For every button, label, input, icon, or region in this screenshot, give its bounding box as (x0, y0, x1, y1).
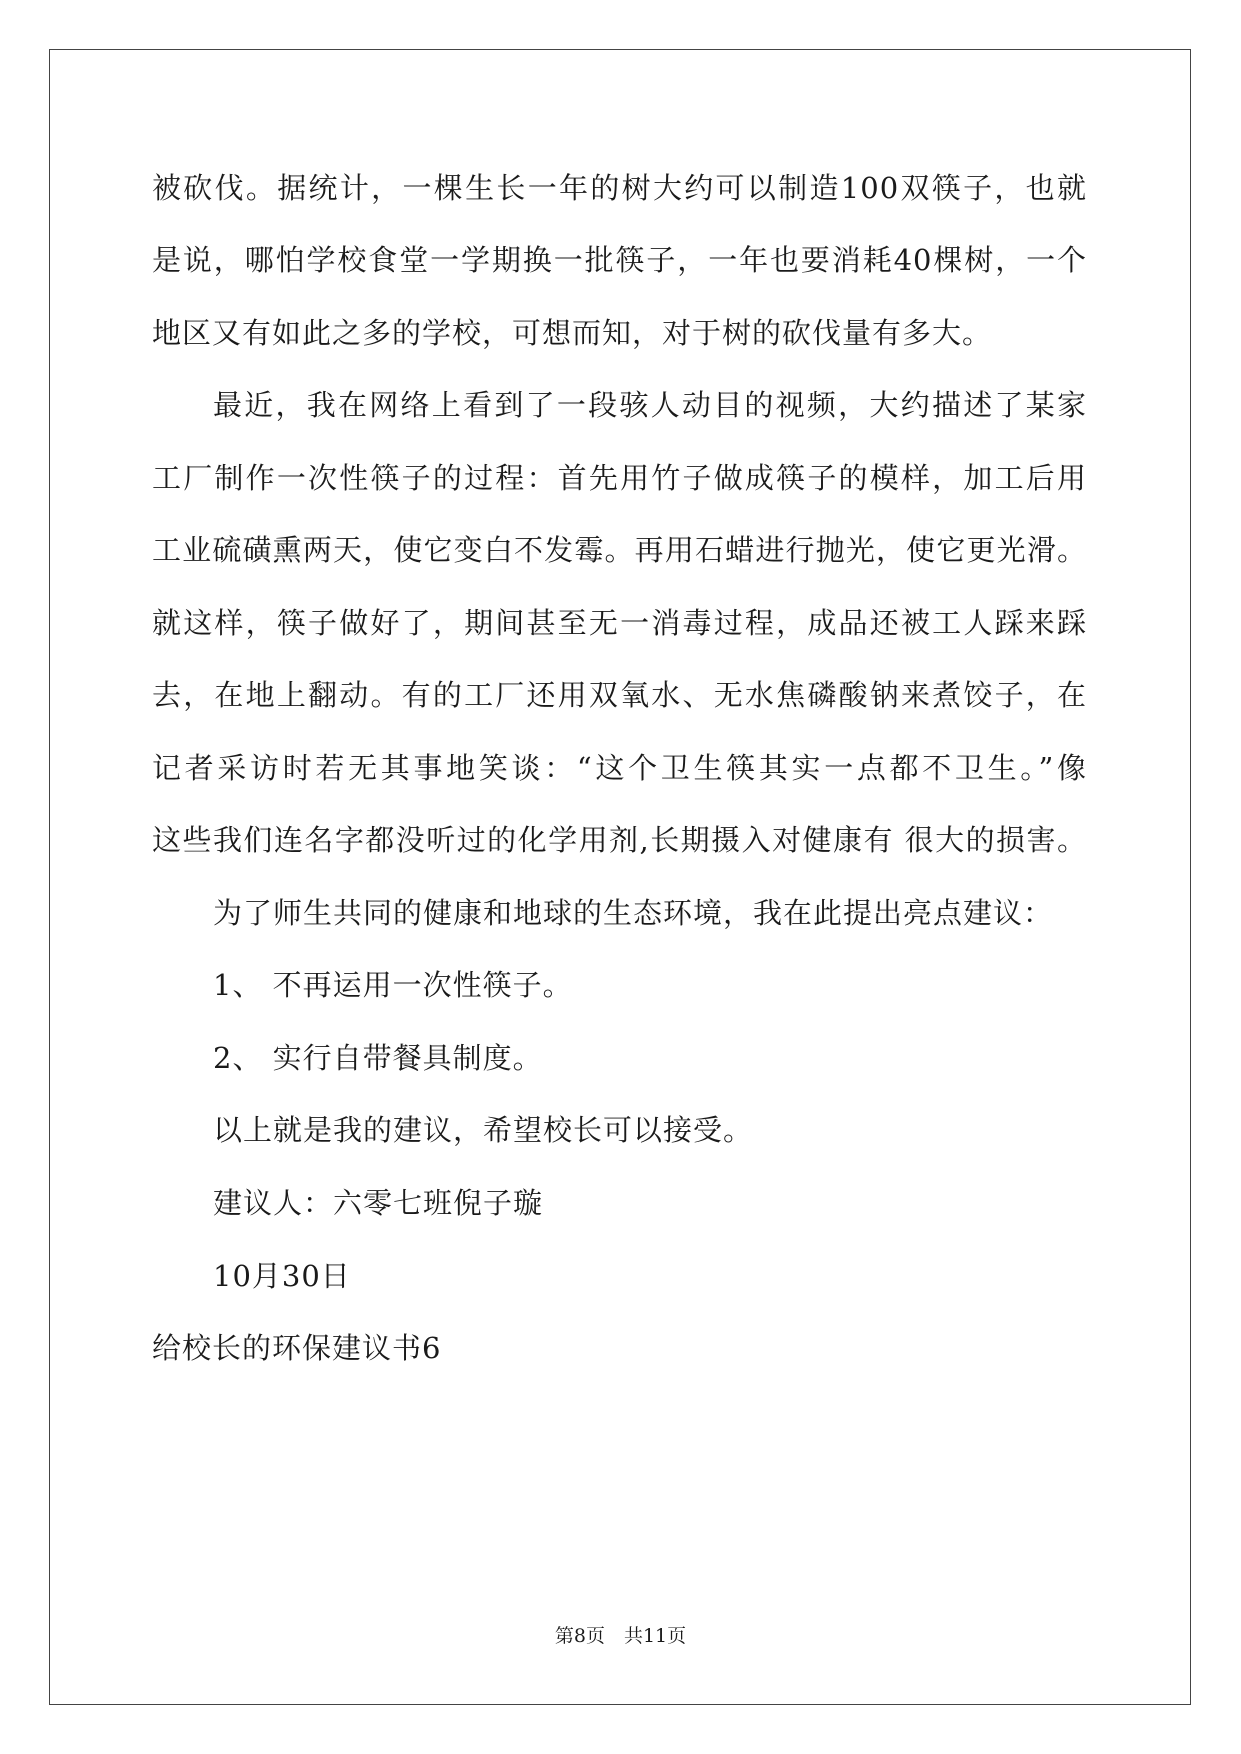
body-line: 工厂制作一次性筷子的过程：首先用竹子做成筷子的模样，加工后用 (152, 461, 1087, 495)
body-line: 地区又有如此之多的学校，可想而知，对于树的砍伐量有多大。 (152, 316, 993, 350)
list-item: 2、 实行自带餐具制度。 (213, 1041, 543, 1075)
body-line: 为了师生共同的健康和地球的生态环境，我在此提出亮点建议： (213, 896, 1054, 930)
body-line: 被砍伐。据统计，一棵生长一年的树大约可以制造100双筷子，也就 (152, 171, 1087, 205)
body-line: 工业硫磺熏两天，使它变白不发霉。再用石蜡进行抛光，使它更光滑。 (152, 533, 1087, 567)
page-number: 第8页 共11页 (554, 1625, 687, 1647)
list-item: 1、 不再运用一次性筷子。 (213, 968, 573, 1002)
page-border (49, 49, 1191, 1705)
body-line: 去，在地上翻动。有的工厂还用双氧水、无水焦磷酸钠来煮饺子，在 (152, 678, 1087, 712)
body-line: 以上就是我的建议，希望校长可以接受。 (213, 1113, 754, 1147)
body-line: 最近，我在网络上看到了一段骇人动目的视频，大约描述了某家 (213, 388, 1087, 422)
body-line: 记者采访时若无其事地笑谈：“这个卫生筷其实一点都不卫生。”像 (152, 751, 1087, 785)
date-line: 10月30日 (213, 1259, 351, 1293)
body-line: 是说，哪怕学校食堂一学期换一批筷子，一年也要消耗40棵树，一个 (152, 243, 1087, 277)
body-line: 这些我们连名字都没听过的化学用剂,长期摄入对健康有 很大的损害。 (152, 823, 1087, 857)
body-line: 就这样，筷子做好了，期间甚至无一消毒过程，成品还被工人踩来踩 (152, 606, 1087, 640)
signature-line: 建议人：六零七班倪子璇 (213, 1186, 544, 1220)
section-heading: 给校长的环保建议书6 (152, 1331, 442, 1365)
